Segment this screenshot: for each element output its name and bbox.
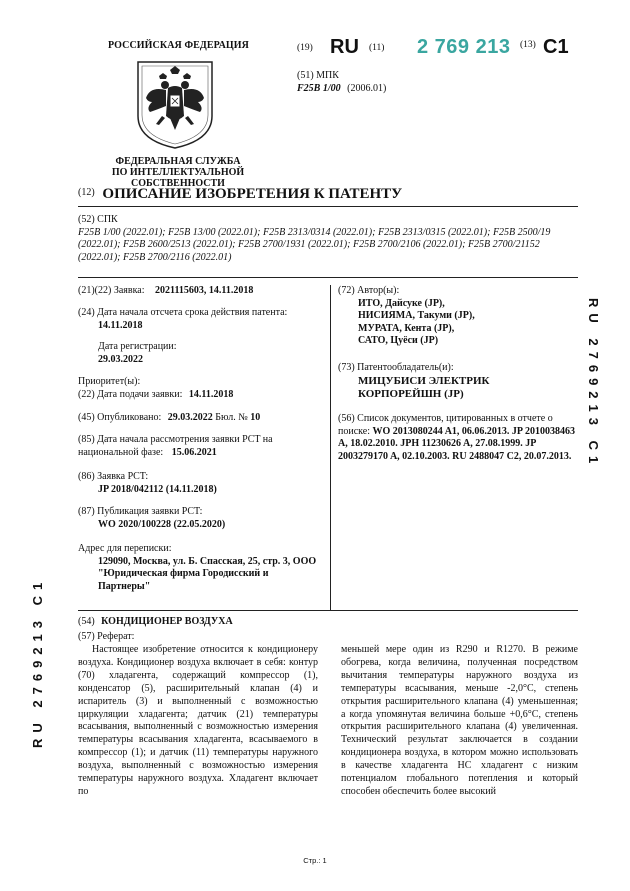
owner-value: МИЦУБИСИ ЭЛЕКТРИК КОРПОРЕЙШН (JP) — [358, 374, 490, 400]
registration-label: Дата регистрации: — [98, 341, 177, 352]
authors-list — [338, 298, 578, 348]
mpk-class: F25B 1/00 — [297, 83, 341, 94]
application-value: 2021115603, 14.11.2018 — [155, 285, 254, 296]
mpk-label: (51) МПК — [297, 70, 339, 81]
published-field — [78, 412, 323, 425]
priority-field — [78, 376, 323, 401]
country-name: РОССИЙСКАЯ ФЕДЕРАЦИЯ — [108, 40, 250, 51]
spk-codes: F25B 1/00 (2022.01); F25B 13/00 (2022.01); F25B 2313/0314 (2022.01); F25B 2313/0315 (2022.01); F25B 2500/19 (2022.01); F25B 2600/2513 (2022.01); F25B 2700/1931 (2022.01); F25B 2700/2106 (2022.01); F25B 2700/21152 (2022.01); F25B 2700/2116 (2022.01) — [78, 226, 551, 263]
agency-text: ФЕДЕРАЛЬНАЯ СЛУЖБА ПО ИНТЕЛЛЕКТУАЛЬНОЙ СОБСТВЕННОСТИ — [111, 156, 245, 189]
filing-label: (22) Дата подачи заявки: — [78, 388, 183, 400]
patent-number: 2 769 213 — [417, 36, 511, 58]
mpk-line — [297, 83, 386, 94]
code-13: (13) — [520, 40, 536, 50]
invention-title-text: КОНДИЦИОНЕР ВОЗДУХА — [101, 616, 233, 627]
mpk-year: (2006.01) — [347, 83, 387, 94]
invention-title-code: (54) — [78, 616, 95, 627]
left-sidebar-code: RU 2769213 C1 — [30, 576, 45, 748]
filing-line — [78, 389, 323, 402]
registration-value: 29.03.2022 — [98, 353, 143, 365]
address-label: Адрес для переписки: — [78, 543, 172, 554]
bulletin: Бюл. № 10 — [215, 412, 261, 423]
docs-label — [338, 413, 578, 463]
info-divider — [78, 610, 578, 611]
pct-start-label: (85) Дата начала рассмотрения заявки PCT на национальной фазе: — [78, 434, 273, 458]
title-code: (12) — [78, 187, 95, 198]
docs-field — [338, 413, 578, 463]
title-text: ОПИСАНИЕ ИЗОБРЕТЕНИЯ К ПАТЕНТУ — [102, 186, 403, 202]
author-3: МУРАТА, Кента (JP), — [358, 322, 455, 334]
registration-field — [98, 341, 323, 366]
priority-label: Приоритет(ы): — [78, 376, 141, 387]
author-4: САТО, Цуёси (JP) — [358, 335, 439, 346]
spk-label: (52) СПК — [78, 214, 118, 225]
country-code: RU — [330, 36, 359, 58]
pct-pub-value: WO 2020/100228 (22.05.2020) — [98, 518, 226, 530]
agency-name — [78, 156, 278, 189]
spk-divider — [78, 277, 578, 278]
address-field — [78, 543, 323, 593]
docs-label-text: (56) Список документов, цитированных в отчете о поиске: — [338, 413, 553, 437]
filing-value: 14.11.2018 — [188, 388, 234, 400]
term-label: (24) Дата начала отсчета срока действия патента: — [78, 307, 288, 318]
right-sidebar-code: RU 2769213 C1 — [586, 298, 601, 470]
pct-start-value: 15.06.2021 — [171, 446, 217, 458]
owner-label: (73) Патентообладатель(и): — [338, 362, 454, 373]
pct-start-field — [78, 434, 323, 459]
pct-app-field — [78, 471, 323, 496]
pct-pub-field — [78, 506, 323, 531]
term-value: 14.11.2018 — [98, 319, 143, 331]
author-1: ИТО, Дайсуке (JP), — [358, 297, 445, 309]
code-11: (11) — [369, 43, 385, 53]
pct-pub-label: (87) Публикация заявки PCT: — [78, 506, 203, 517]
abstract-right-column: меньшей мере один из R290 и R1270. В режиме обогрева, когда величина, полученная посредством вычитания температуры наружного воздуха из температуры всасывания, меньше -2,0°C, степень открытия расширительного клапана (4) уменьшенная; а когда упомянутая величина больше +0,6°C, степень открытия расширительного клапана (4) увеличенная. Технический результат заключается в создании кондиционера воздуха, в котором можно использовать в качестве хладагента НС хладагент с низким потенциалом глобального потепления и который способен обеспечить более высокий — [341, 644, 578, 797]
spk-section — [78, 214, 583, 264]
published-label: (45) Опубликовано: — [78, 412, 162, 423]
kind-code: C1 — [543, 36, 569, 58]
document-title — [78, 186, 402, 203]
docs-value: WO 2013080244 A1, 06.06.2013. JP 2010038463 A, 18.02.2010. JPH 11230626 A, 27.08.1999. JP 2003279170 A, 02.10.2003. RU 2488047 C2, 20.07.2013. — [338, 425, 575, 462]
abstract-left-column: Настоящее изобретение относится к кондиционеру воздуха. Кондиционер воздуха включает в себя: контур (70) хладагента, содержащий компрессор (1), конденсатор (5), расширительный клапан (4) и испаритель (3) и выполненный с возможностью циркуляции хладагента; датчик (21) температуры всасывания, выполненный с возможностью измерения температуры всасывания хладагента, всасываемого в компрессор (1); и датчик (11) температуры наружного воздуха, выполненный с возможностью измерения температуры наружного воздуха. Хладагент включает по — [78, 644, 318, 797]
abstract-label: (57) Реферат: — [78, 631, 135, 642]
page-number: Стр.: 1 — [303, 856, 327, 865]
code-19: (19) — [297, 43, 313, 53]
title-divider — [78, 206, 578, 207]
authors-label: (72) Автор(ы): — [338, 285, 400, 296]
pct-app-value: JP 2018/042112 (14.11.2018) — [98, 483, 217, 495]
invention-title — [78, 616, 233, 629]
application-label: (21)(22) Заявка: — [78, 285, 145, 296]
term-field — [78, 307, 323, 332]
author-2: НИСИЯМА, Такуми (JP), — [358, 310, 475, 321]
column-divider — [330, 285, 331, 610]
pct-app-label: (86) Заявка PCT: — [78, 471, 149, 482]
coat-of-arms-emblem — [132, 58, 218, 150]
owner-field — [338, 362, 578, 401]
application-field — [78, 285, 323, 298]
published-value: 29.03.2022 — [167, 412, 213, 423]
authors-field — [338, 285, 578, 348]
address-value: 129090, Москва, ул. Б. Спасская, 25, стр. 3, ООО "Юридическая фирма Городисский и Партнеры" — [98, 555, 317, 592]
